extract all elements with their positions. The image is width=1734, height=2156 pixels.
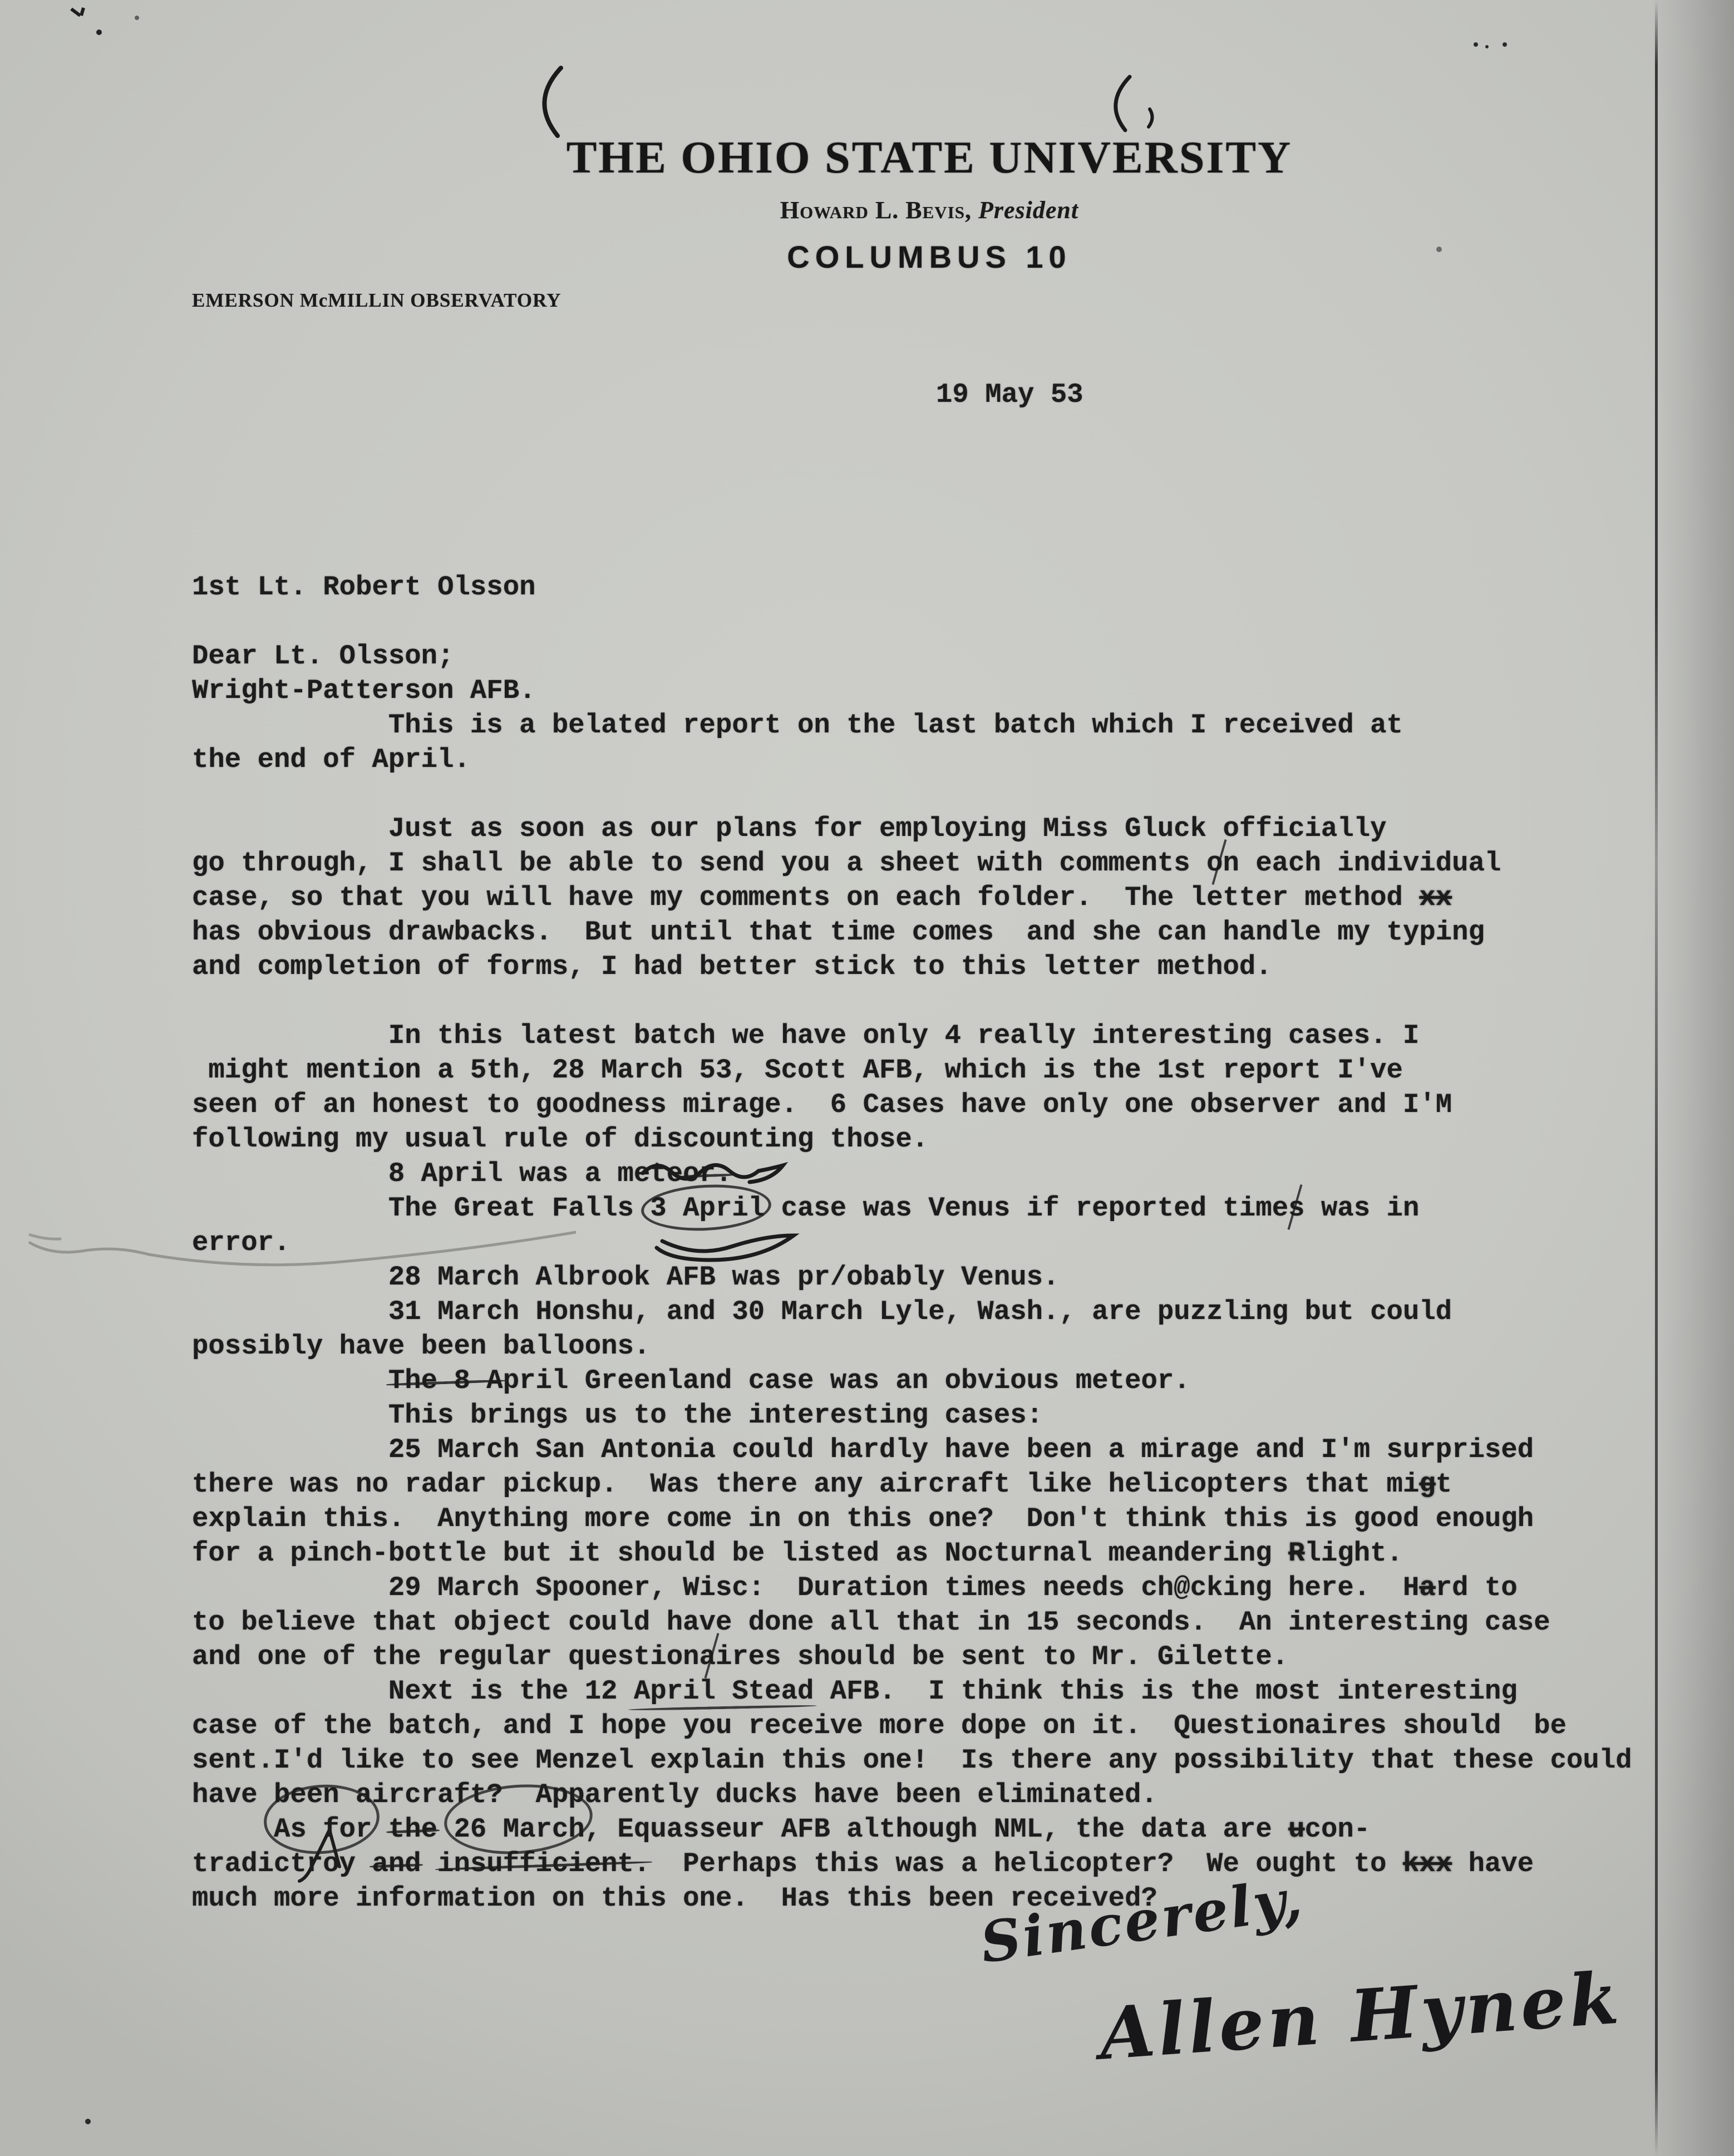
speck-top-right1: [1474, 42, 1478, 47]
body-segment: [192, 1814, 274, 1845]
body-line: [192, 1778, 1672, 1812]
body-line: [192, 1881, 1672, 1916]
body-line: [192, 1467, 1672, 1502]
president-name: Howard L. Bevis,: [780, 196, 972, 224]
body-segment-ts: xx: [1419, 882, 1452, 913]
body-segment-ps: or.: [683, 1158, 732, 1189]
body-line: [192, 742, 1672, 777]
body-segment-circ2: 3 April: [650, 1193, 765, 1224]
body-line: [192, 1812, 1672, 1847]
body-line: [192, 1433, 1672, 1467]
speck-bottom-left: [85, 2119, 91, 2124]
observatory-name: EMERSON McMILLIN OBSERVATORY: [192, 289, 561, 311]
body-segment: case of the batch, and I hope you receive more dope on it. Questionaires should be: [192, 1710, 1567, 1741]
body-segment-ts: u: [1288, 1814, 1305, 1845]
pen-paren-right: [1116, 77, 1130, 130]
body-segment: t: [1435, 1469, 1452, 1500]
speck-top-right3: [1503, 42, 1507, 47]
body-segment: much more information on this one. Has this been received?: [192, 1883, 1157, 1914]
body-segment: AFB. I think this is the most interesting: [814, 1676, 1518, 1707]
body-segment: have been aircraft? Apparently ducks have been eliminated.: [192, 1779, 1157, 1810]
body-segment: possibly have been balloons.: [192, 1331, 651, 1362]
body-line: [192, 1640, 1672, 1674]
body-line: [192, 1398, 1672, 1433]
recipient-name: 1st Lt. Robert Olsson: [192, 572, 536, 603]
body-segment: might mention a 5th, 28 March 53, Scott AFB, which is the 1st report I've: [192, 1055, 1403, 1086]
body-segment: This brings us to the interesting cases:: [192, 1400, 1043, 1431]
body-segment: pril Greenland case was an obvious meteor.: [503, 1365, 1190, 1396]
body-line: [192, 880, 1672, 915]
body-segment: there was no radar pickup. Was there any aircraft like helicopters that mi: [192, 1469, 1420, 1500]
body-segment: sent.I'd like to see Menzel explain this one! Is there any possibility that these could: [192, 1745, 1632, 1776]
body-line: [192, 1571, 1672, 1605]
speck-top-right2: [1485, 45, 1489, 48]
body-segment-circ: As for: [274, 1814, 372, 1845]
body-segment: light.: [1304, 1538, 1403, 1569]
body-line: [192, 1225, 1672, 1260]
body-segment: Just as soon as our plans for employing Miss Gluck officially: [192, 813, 1387, 844]
body-segment: In this latest batch we have only 4 really interesting cases. I: [192, 1020, 1420, 1051]
body-line: [192, 1191, 1672, 1225]
body-line: [192, 1260, 1672, 1294]
body-segment: have: [1452, 1848, 1534, 1879]
body-segment: case, so that you will have my comments on each folder. The letter method: [192, 882, 1420, 913]
body-segment: seen of an honest to goodness mirage. 6 Cases have only one observer and I'M: [192, 1089, 1452, 1120]
body-segment: con-: [1304, 1814, 1371, 1845]
speck-top-left: [71, 8, 83, 16]
body-line: [192, 1122, 1672, 1156]
body-segment-ps: insufficient.: [437, 1848, 651, 1879]
body-line: [192, 1536, 1672, 1571]
speck-top-left-dot: [96, 29, 102, 35]
letterhead: [0, 131, 1734, 275]
body-line: [192, 1605, 1672, 1640]
body-line: [192, 1294, 1672, 1329]
body-segment: the end of April.: [192, 744, 470, 775]
body-line: [192, 1847, 1672, 1881]
body-line: [192, 984, 1672, 1018]
body-segment-ts: kxx: [1402, 1848, 1452, 1879]
body-segment: This is a belated report on the last batch which I received at: [192, 710, 1403, 741]
body-segment: for a pinch-bottle but it should be listed as Nocturnal meandering: [192, 1538, 1289, 1569]
body-segment-slash: s: [1288, 1193, 1305, 1224]
letter-date: 19 May 53: [936, 379, 1083, 410]
pen-paren-left: [544, 68, 561, 136]
pencil-line-start: [29, 1234, 61, 1239]
body-segment-circ: 26 March: [454, 1814, 585, 1845]
body-segment: following my usual rule of discounting those.: [192, 1124, 929, 1155]
body-segment: Perhaps this was a helicopter? We ought to: [650, 1848, 1403, 1879]
president-line: [125, 196, 1734, 224]
closing-handwritten: Sincerely,: [976, 1865, 1308, 1976]
body-line: [192, 1156, 1672, 1191]
body-line: [192, 949, 1672, 984]
city-line: COLUMBUS 10: [787, 239, 1072, 274]
body-segment: was in: [1304, 1193, 1420, 1224]
body-line: [192, 1743, 1672, 1778]
signature-handwritten: Allen Hynek: [1096, 1956, 1625, 2076]
body-segment: has obvious drawbacks. But until that time comes and she can handle my typing: [192, 917, 1485, 948]
salutation: Dear Lt. Olsson;: [192, 641, 454, 672]
body-segment: tradictroy: [192, 1848, 372, 1879]
body-line: [192, 1674, 1672, 1709]
body-segment-ps: and: [372, 1848, 421, 1879]
body-segment: and one of the regular question: [192, 1641, 699, 1672]
body-segment: res should be sent to Mr. Gilette.: [732, 1641, 1289, 1672]
body-segment-ts: a: [1419, 1572, 1436, 1603]
body-segment-ps: The 8 A: [388, 1365, 503, 1396]
body-segment: [421, 1848, 437, 1879]
recipient-address: Wright-Patterson AFB.: [192, 675, 536, 706]
body-line: [192, 777, 1672, 811]
body-line: [192, 1018, 1672, 1053]
body-line: [192, 1087, 1672, 1122]
speck-top-left-dot2: [135, 16, 139, 20]
body-segment-slash: ai: [699, 1641, 732, 1672]
body-segment-ts: R: [1288, 1538, 1305, 1569]
body-segment: rd to: [1435, 1572, 1518, 1603]
body-segment: to believe that object could have done all that in 15 seconds. An interesting case: [192, 1607, 1550, 1638]
body-line: [192, 1053, 1672, 1087]
body-segment: each individual: [1239, 848, 1501, 879]
body-segment: case was Venus if reported time: [765, 1193, 1289, 1224]
body-segment: [192, 1365, 388, 1396]
body-segment: error.: [192, 1227, 290, 1258]
body-line: [192, 915, 1672, 949]
body-segment: 28 March Albrook AFB was pr/obably Venus.: [192, 1262, 1060, 1293]
body-segment-slash: on: [1206, 848, 1239, 879]
body-segment: and completion of forms, I had better stick to this letter method.: [192, 951, 1272, 982]
body-segment: Next is the 12: [192, 1676, 634, 1707]
body-line: [192, 1502, 1672, 1536]
body-segment: go through, I shall be able to send you a sheet with comments: [192, 848, 1207, 879]
body-line: [192, 708, 1672, 742]
body-segment: , Equasseur AFB although NML, the data are: [584, 1814, 1289, 1845]
pen-comma-mark: [1149, 109, 1152, 127]
body-line: [192, 1364, 1672, 1398]
body-segment: 25 March San Antonia could hardly have been a mirage and I'm surprised: [192, 1434, 1534, 1465]
body-segment: 31 March Honshu, and 30 March Lyle, Wash., are puzzling but could: [192, 1296, 1452, 1327]
body-line: [192, 1329, 1672, 1364]
body-line: [192, 846, 1672, 880]
letter-body: [192, 708, 1672, 1916]
body-segment-ps: the: [388, 1814, 438, 1845]
university-name: THE OHIO STATE UNIVERSITY: [566, 132, 1293, 183]
body-line: [192, 811, 1672, 846]
body-segment: 8 April was a mete: [192, 1158, 683, 1189]
body-segment: 29 March Spooner, Wisc: Duration times needs ch@cking here. H: [192, 1572, 1420, 1603]
body-segment: explain this. Anything more come in on this one? Don't think this is good enough: [192, 1503, 1534, 1534]
body-segment: The Great Falls: [192, 1193, 651, 1224]
president-title: President: [978, 196, 1079, 224]
body-segment-ts: g: [1419, 1469, 1436, 1500]
body-segment-ul: April Stead: [633, 1676, 814, 1707]
body-line: [192, 1709, 1672, 1743]
